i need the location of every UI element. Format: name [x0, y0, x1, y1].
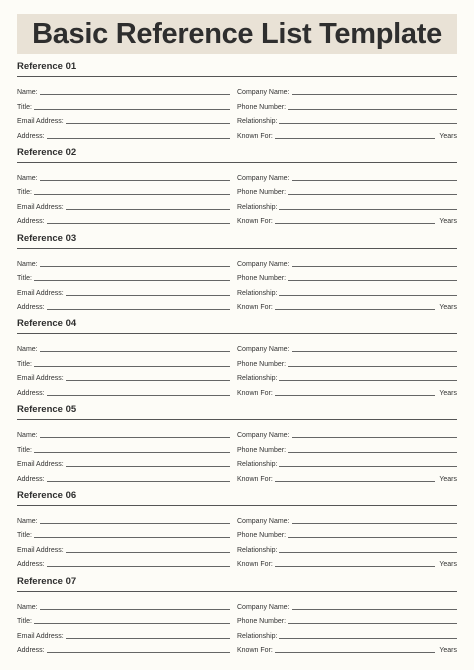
phone-field	[237, 99, 457, 111]
known-for-field	[237, 128, 457, 140]
address-input-line[interactable]	[47, 129, 230, 139]
title-label: Title:	[17, 360, 32, 368]
field-row	[17, 99, 457, 113]
address-input-line[interactable]	[47, 557, 230, 567]
years-label: Years	[439, 132, 457, 140]
company-label: Company Name:	[237, 432, 290, 440]
title-input-line[interactable]	[34, 614, 230, 624]
field-row	[17, 356, 457, 370]
field-row	[17, 613, 457, 627]
name-label: Name:	[17, 346, 38, 354]
relationship-input-line[interactable]	[279, 114, 457, 124]
name-label: Name:	[17, 89, 38, 96]
email-field	[17, 113, 230, 125]
known-for-field	[237, 471, 457, 483]
title-label: Title:	[17, 103, 32, 111]
address-input-line[interactable]	[47, 643, 230, 653]
address-field	[17, 556, 230, 568]
title-field	[17, 99, 230, 111]
section-divider	[17, 591, 457, 592]
reference-heading: Reference 02	[17, 146, 77, 158]
name-field	[17, 513, 230, 525]
email-input-line[interactable]	[66, 457, 230, 467]
relationship-input-line[interactable]	[279, 200, 457, 210]
address-field	[17, 128, 230, 140]
section-divider	[17, 419, 457, 420]
address-input-line[interactable]	[47, 386, 230, 396]
phone-input-line[interactable]	[288, 271, 457, 281]
reference-section	[17, 488, 457, 574]
known-for-label: Known For:	[237, 389, 273, 397]
relationship-label: Relationship:	[237, 375, 278, 383]
name-label: Name:	[17, 603, 38, 611]
known-for-input-line[interactable]	[275, 643, 436, 653]
address-label: Address:	[17, 647, 45, 655]
title-field	[17, 442, 230, 454]
address-field	[17, 642, 230, 654]
address-field	[17, 471, 230, 483]
title-input-line[interactable]	[34, 528, 230, 538]
field-row	[17, 385, 457, 399]
field-row	[17, 542, 457, 556]
field-row	[17, 341, 457, 355]
email-field	[17, 628, 230, 640]
relationship-label: Relationship:	[237, 289, 278, 297]
relationship-label: Relationship:	[237, 118, 278, 125]
known-for-field	[237, 385, 457, 397]
title-field	[17, 356, 230, 368]
address-label: Address:	[17, 218, 45, 226]
years-label: Years	[439, 389, 457, 397]
company-input-line[interactable]	[292, 600, 457, 610]
years-label: Years	[439, 218, 457, 226]
relationship-input-line[interactable]	[279, 457, 457, 467]
company-field	[237, 84, 457, 96]
company-label: Company Name:	[237, 603, 290, 611]
known-for-label: Known For:	[237, 475, 273, 483]
reference-section	[17, 316, 457, 402]
email-label: Email Address:	[17, 375, 64, 383]
company-label: Company Name:	[237, 346, 290, 354]
reference-section	[17, 145, 457, 231]
email-input-line[interactable]	[66, 629, 230, 639]
title-input-line[interactable]	[34, 185, 230, 195]
relationship-label: Relationship:	[237, 632, 278, 640]
company-field	[237, 256, 457, 268]
phone-input-line[interactable]	[288, 100, 457, 110]
known-for-field	[237, 213, 457, 225]
name-field	[17, 256, 230, 268]
reference-heading: Reference 04	[17, 318, 77, 330]
phone-label: Phone Number:	[237, 532, 287, 540]
field-row	[17, 471, 457, 485]
company-input-line[interactable]	[292, 257, 457, 267]
field-row	[17, 628, 457, 642]
company-label: Company Name:	[237, 89, 290, 96]
known-for-label: Known For:	[237, 647, 273, 655]
name-label: Name:	[17, 260, 38, 268]
years-label: Years	[439, 561, 457, 569]
address-field	[17, 299, 230, 311]
title-input-line[interactable]	[34, 100, 230, 110]
email-input-line[interactable]	[66, 200, 230, 210]
relationship-field	[237, 285, 457, 297]
known-for-input-line[interactable]	[275, 557, 436, 567]
field-row	[17, 285, 457, 299]
company-input-line[interactable]	[292, 85, 457, 95]
phone-field	[237, 184, 457, 196]
title-label: Title:	[17, 446, 32, 454]
years-label: Years	[439, 475, 457, 483]
relationship-label: Relationship:	[237, 546, 278, 554]
phone-input-line[interactable]	[288, 614, 457, 624]
known-for-input-line[interactable]	[275, 472, 436, 482]
reference-heading: Reference 01	[17, 61, 77, 72]
field-row	[17, 84, 457, 98]
company-label: Company Name:	[237, 517, 290, 525]
known-for-field	[237, 556, 457, 568]
section-divider	[17, 333, 457, 334]
company-input-line[interactable]	[292, 428, 457, 438]
address-input-line[interactable]	[47, 472, 230, 482]
section-divider	[17, 162, 457, 163]
relationship-field	[237, 542, 457, 554]
field-row	[17, 128, 457, 142]
field-row	[17, 599, 457, 613]
name-input-line[interactable]	[40, 85, 230, 95]
address-input-line[interactable]	[47, 300, 230, 310]
field-row	[17, 556, 457, 570]
relationship-field	[237, 628, 457, 640]
title-field	[17, 613, 230, 625]
reference-heading: Reference 06	[17, 489, 77, 501]
email-label: Email Address:	[17, 632, 64, 640]
name-input-line[interactable]	[40, 428, 230, 438]
reference-section	[17, 402, 457, 488]
section-divider	[17, 76, 457, 77]
known-for-input-line[interactable]	[275, 129, 436, 139]
name-label: Name:	[17, 517, 38, 525]
company-input-line[interactable]	[292, 342, 457, 352]
phone-label: Phone Number:	[237, 189, 287, 197]
known-for-field	[237, 299, 457, 311]
known-for-input-line[interactable]	[275, 214, 436, 224]
email-label: Email Address:	[17, 461, 64, 469]
company-field	[237, 341, 457, 353]
relationship-label: Relationship:	[237, 203, 278, 211]
title-banner	[17, 14, 457, 54]
phone-label: Phone Number:	[237, 360, 287, 368]
relationship-input-line[interactable]	[279, 286, 457, 296]
phone-label: Phone Number:	[237, 275, 287, 283]
known-for-label: Known For:	[237, 218, 273, 226]
title-input-line[interactable]	[34, 357, 230, 367]
section-divider	[17, 505, 457, 506]
name-input-line[interactable]	[40, 342, 230, 352]
name-input-line[interactable]	[40, 514, 230, 524]
title-input-line[interactable]	[34, 443, 230, 453]
company-field	[237, 427, 457, 439]
name-label: Name:	[17, 432, 38, 440]
name-field	[17, 84, 230, 96]
email-input-line[interactable]	[66, 114, 230, 124]
address-field	[17, 385, 230, 397]
reference-heading: Reference 07	[17, 575, 77, 587]
field-row	[17, 427, 457, 441]
address-label: Address:	[17, 475, 45, 483]
reference-section	[17, 574, 457, 660]
section-divider	[17, 248, 457, 249]
email-field	[17, 542, 230, 554]
page-title: Basic Reference List Template	[32, 17, 442, 50]
phone-field	[237, 356, 457, 368]
phone-input-line[interactable]	[288, 443, 457, 453]
field-row	[17, 213, 457, 227]
field-row	[17, 442, 457, 456]
reference-sections	[17, 59, 457, 660]
phone-input-line[interactable]	[288, 185, 457, 195]
address-label: Address:	[17, 389, 45, 397]
reference-heading: Reference 03	[17, 232, 77, 244]
years-label: Years	[439, 647, 457, 655]
known-for-label: Known For:	[237, 304, 273, 312]
email-input-line[interactable]	[66, 543, 230, 553]
phone-label: Phone Number:	[237, 618, 287, 626]
phone-input-line[interactable]	[288, 528, 457, 538]
email-field	[17, 285, 230, 297]
known-for-field	[237, 642, 457, 654]
known-for-input-line[interactable]	[275, 300, 436, 310]
email-input-line[interactable]	[66, 286, 230, 296]
relationship-input-line[interactable]	[279, 543, 457, 553]
phone-field	[237, 613, 457, 625]
title-label: Title:	[17, 189, 32, 197]
phone-field	[237, 270, 457, 282]
address-label: Address:	[17, 304, 45, 312]
field-row	[17, 199, 457, 213]
relationship-field	[237, 199, 457, 211]
relationship-field	[237, 113, 457, 125]
email-field	[17, 370, 230, 382]
field-row	[17, 256, 457, 270]
name-input-line[interactable]	[40, 600, 230, 610]
company-label: Company Name:	[237, 260, 290, 268]
phone-label: Phone Number:	[237, 446, 287, 454]
title-input-line[interactable]	[34, 271, 230, 281]
phone-label: Phone Number:	[237, 103, 287, 111]
known-for-label: Known For:	[237, 132, 273, 140]
name-label: Name:	[17, 174, 38, 182]
known-for-label: Known For:	[237, 561, 273, 569]
address-input-line[interactable]	[47, 214, 230, 224]
title-field	[17, 270, 230, 282]
name-input-line[interactable]	[40, 257, 230, 267]
field-row	[17, 170, 457, 184]
relationship-label: Relationship:	[237, 461, 278, 469]
company-input-line[interactable]	[292, 171, 457, 181]
title-label: Title:	[17, 275, 32, 283]
relationship-input-line[interactable]	[279, 629, 457, 639]
relationship-field	[237, 370, 457, 382]
email-label: Email Address:	[17, 546, 64, 554]
company-field	[237, 513, 457, 525]
field-row	[17, 527, 457, 541]
title-field	[17, 527, 230, 539]
field-row	[17, 113, 457, 127]
reference-section	[17, 59, 457, 145]
years-label: Years	[439, 304, 457, 312]
email-input-line[interactable]	[66, 371, 230, 381]
field-row	[17, 456, 457, 470]
address-label: Address:	[17, 561, 45, 569]
name-field	[17, 341, 230, 353]
company-input-line[interactable]	[292, 514, 457, 524]
field-row	[17, 513, 457, 527]
field-row	[17, 270, 457, 284]
company-label: Company Name:	[237, 174, 290, 182]
email-field	[17, 199, 230, 211]
phone-field	[237, 442, 457, 454]
phone-input-line[interactable]	[288, 357, 457, 367]
name-input-line[interactable]	[40, 171, 230, 181]
field-row	[17, 299, 457, 313]
relationship-field	[237, 456, 457, 468]
name-field	[17, 427, 230, 439]
title-label: Title:	[17, 532, 32, 540]
company-field	[237, 170, 457, 182]
email-field	[17, 456, 230, 468]
field-row	[17, 184, 457, 198]
email-label: Email Address:	[17, 118, 64, 125]
email-label: Email Address:	[17, 289, 64, 297]
name-field	[17, 599, 230, 611]
reference-section	[17, 231, 457, 317]
address-label: Address:	[17, 132, 45, 140]
title-label: Title:	[17, 618, 32, 626]
field-row	[17, 370, 457, 384]
email-label: Email Address:	[17, 203, 64, 211]
company-field	[237, 599, 457, 611]
phone-field	[237, 527, 457, 539]
relationship-input-line[interactable]	[279, 371, 457, 381]
title-field	[17, 184, 230, 196]
name-field	[17, 170, 230, 182]
reference-heading: Reference 05	[17, 404, 77, 416]
field-row	[17, 642, 457, 656]
known-for-input-line[interactable]	[275, 386, 436, 396]
address-field	[17, 213, 230, 225]
